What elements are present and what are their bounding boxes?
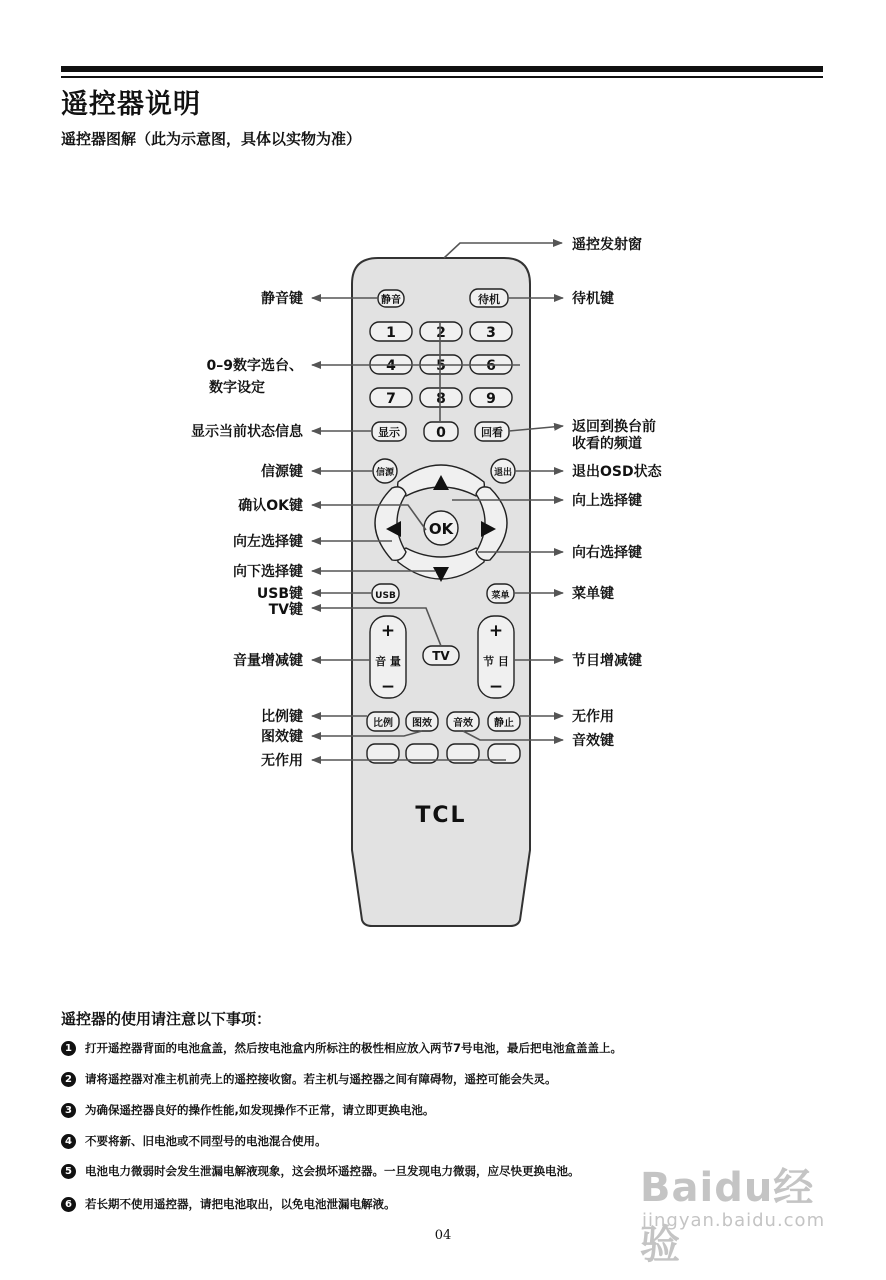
volume-rocker[interactable] [370,616,406,698]
svg-text:−: − [488,677,504,697]
label-usb-key: USB键 [256,586,303,602]
ok-button[interactable] [424,511,458,545]
baidu-watermark [640,1148,840,1268]
svg-text:4: 4 [386,358,396,374]
freeze-button[interactable] [488,712,520,731]
note-item-4 [61,1133,327,1149]
picture-button[interactable] [406,712,438,731]
label-mute-key: 静音键 [261,291,303,307]
note-text-4: 不要将新、旧电池或不同型号的电池混合使用。 [85,1134,327,1148]
note-number-3: 3 [61,1103,76,1118]
svg-text:音 量: 音 量 [375,655,401,668]
svg-text:OK: OK [428,520,454,538]
mute-button[interactable] [378,290,404,307]
note-text-6: 若长期不使用遥控器，请把电池取出，以免电池泄漏电解液。 [85,1197,396,1211]
svg-text:TV: TV [432,649,450,663]
ratio-button[interactable] [367,712,399,731]
svg-text:待机: 待机 [478,293,500,306]
label-tv-key: TV键 [268,602,303,618]
remote-brand-logo: TCL [415,803,467,828]
watermark-logo: Baidu经验 [640,1165,815,1268]
note-number-1: 1 [61,1041,76,1056]
svg-text:USB: USB [375,591,396,601]
label-bottom-no-use: 无作用 [261,753,303,769]
svg-text:3: 3 [486,325,496,341]
digit-button-0[interactable] [424,422,458,441]
svg-text:0: 0 [436,425,446,441]
tv-button[interactable] [423,646,459,665]
digit-button-2[interactable] [420,322,462,341]
note-number-2: 2 [61,1072,76,1087]
svg-text:+: + [380,621,396,641]
label-recall-2: 收看的频道 [572,436,642,452]
note-number-4: 4 [61,1134,76,1149]
svg-text:5: 5 [436,358,446,374]
svg-text:显示: 显示 [378,426,400,439]
label-ok-key: 确认OK键 [238,498,303,514]
menu-button[interactable] [487,584,514,603]
svg-text:2: 2 [436,325,446,341]
label-source-key: 信源键 [261,464,303,480]
channel-rocker[interactable] [478,616,514,698]
digit-button-3[interactable] [470,322,512,341]
digit-button-8[interactable] [420,388,462,407]
note-text-2: 请将遥控器对准主机前壳上的遥控接收窗。若主机与遥控器之间有障碍物，遥控可能会失灵。 [85,1072,557,1086]
usb-button[interactable] [372,584,399,603]
label-digit-keys-1: 0–9数字选台、 [206,358,303,374]
svg-text:1: 1 [386,325,396,341]
svg-text:7: 7 [386,391,396,407]
svg-text:−: − [380,677,396,697]
note-number-5: 5 [61,1164,76,1179]
watermark-url: jingyan.baidu.com [642,1210,826,1231]
note-text-3: 为确保遥控器良好的操作性能,如发现操作不正常，请立即更换电池。 [85,1103,435,1117]
note-number-6: 6 [61,1197,76,1212]
label-recall-1: 返回到换台前 [572,419,656,435]
note-text-1: 打开遥控器背面的电池盒盖，然后按电池盒内所标注的极性相应放入两节7号电池，最后把电池盒盖盖上。 [85,1041,622,1055]
label-digit-keys-2: 数字设定 [209,380,265,396]
sound-button[interactable] [447,712,479,731]
digit-button-7[interactable] [370,388,412,407]
standby-button[interactable] [470,289,508,307]
svg-text:回看: 回看 [481,426,503,439]
label-sound-key: 音效键 [572,733,614,749]
label-down-key: 向下选择键 [233,564,303,580]
label-display-key: 显示当前状态信息 [191,424,303,440]
label-freeze-no-use: 无作用 [572,709,614,725]
label-ratio-key: 比例键 [261,709,303,725]
label-standby-key: 待机键 [572,291,614,307]
label-picture-key: 图效键 [261,729,303,745]
note-text-5: 电池电力微弱时会发生泄漏电解液现象，这会损坏遥控器。一旦发现电力微弱，应尽快更换电池。 [85,1164,580,1178]
svg-text:+: + [488,621,504,641]
label-menu-key: 菜单键 [572,586,614,602]
page-title: 遥控器说明 [61,89,201,120]
digit-button-9[interactable] [470,388,512,407]
label-channel-key: 节目增减键 [572,653,642,669]
note-item-2 [61,1071,557,1087]
source-button[interactable] [373,459,397,483]
svg-text:9: 9 [486,391,496,407]
svg-text:菜单: 菜单 [491,591,510,601]
label-right-key: 向右选择键 [572,545,642,561]
label-left-key: 向左选择键 [233,534,303,550]
page-subtitle: 遥控器图解（此为示意图，具体以实物为准） [61,130,362,148]
note-item-1 [61,1040,622,1056]
svg-text:静音: 静音 [381,295,401,306]
svg-text:6: 6 [486,358,496,374]
note-item-6 [61,1196,396,1212]
svg-text:8: 8 [436,391,446,407]
note-item-5 [61,1163,580,1179]
svg-text:节 目: 节 目 [483,655,509,668]
digit-button-1[interactable] [370,322,412,341]
label-ir-window: 遥控发射窗 [572,237,642,253]
svg-text:比例: 比例 [373,718,393,729]
display-button[interactable] [372,422,406,441]
svg-text:音效: 音效 [453,718,473,729]
recall-button[interactable] [475,422,509,441]
exit-button[interactable] [491,459,515,483]
svg-text:退出: 退出 [493,468,513,478]
page-number: 04 [434,1228,452,1243]
svg-text:图效: 图效 [412,718,432,729]
svg-text:信源: 信源 [375,468,395,478]
label-up-key: 向上选择键 [572,493,642,509]
svg-text:静止: 静止 [494,718,514,729]
label-exit-key: 退出OSD状态 [572,464,662,480]
notes-heading: 遥控器的使用请注意以下事项： [61,1010,272,1028]
label-volume-key: 音量增减键 [233,653,303,669]
note-item-3 [61,1102,434,1118]
